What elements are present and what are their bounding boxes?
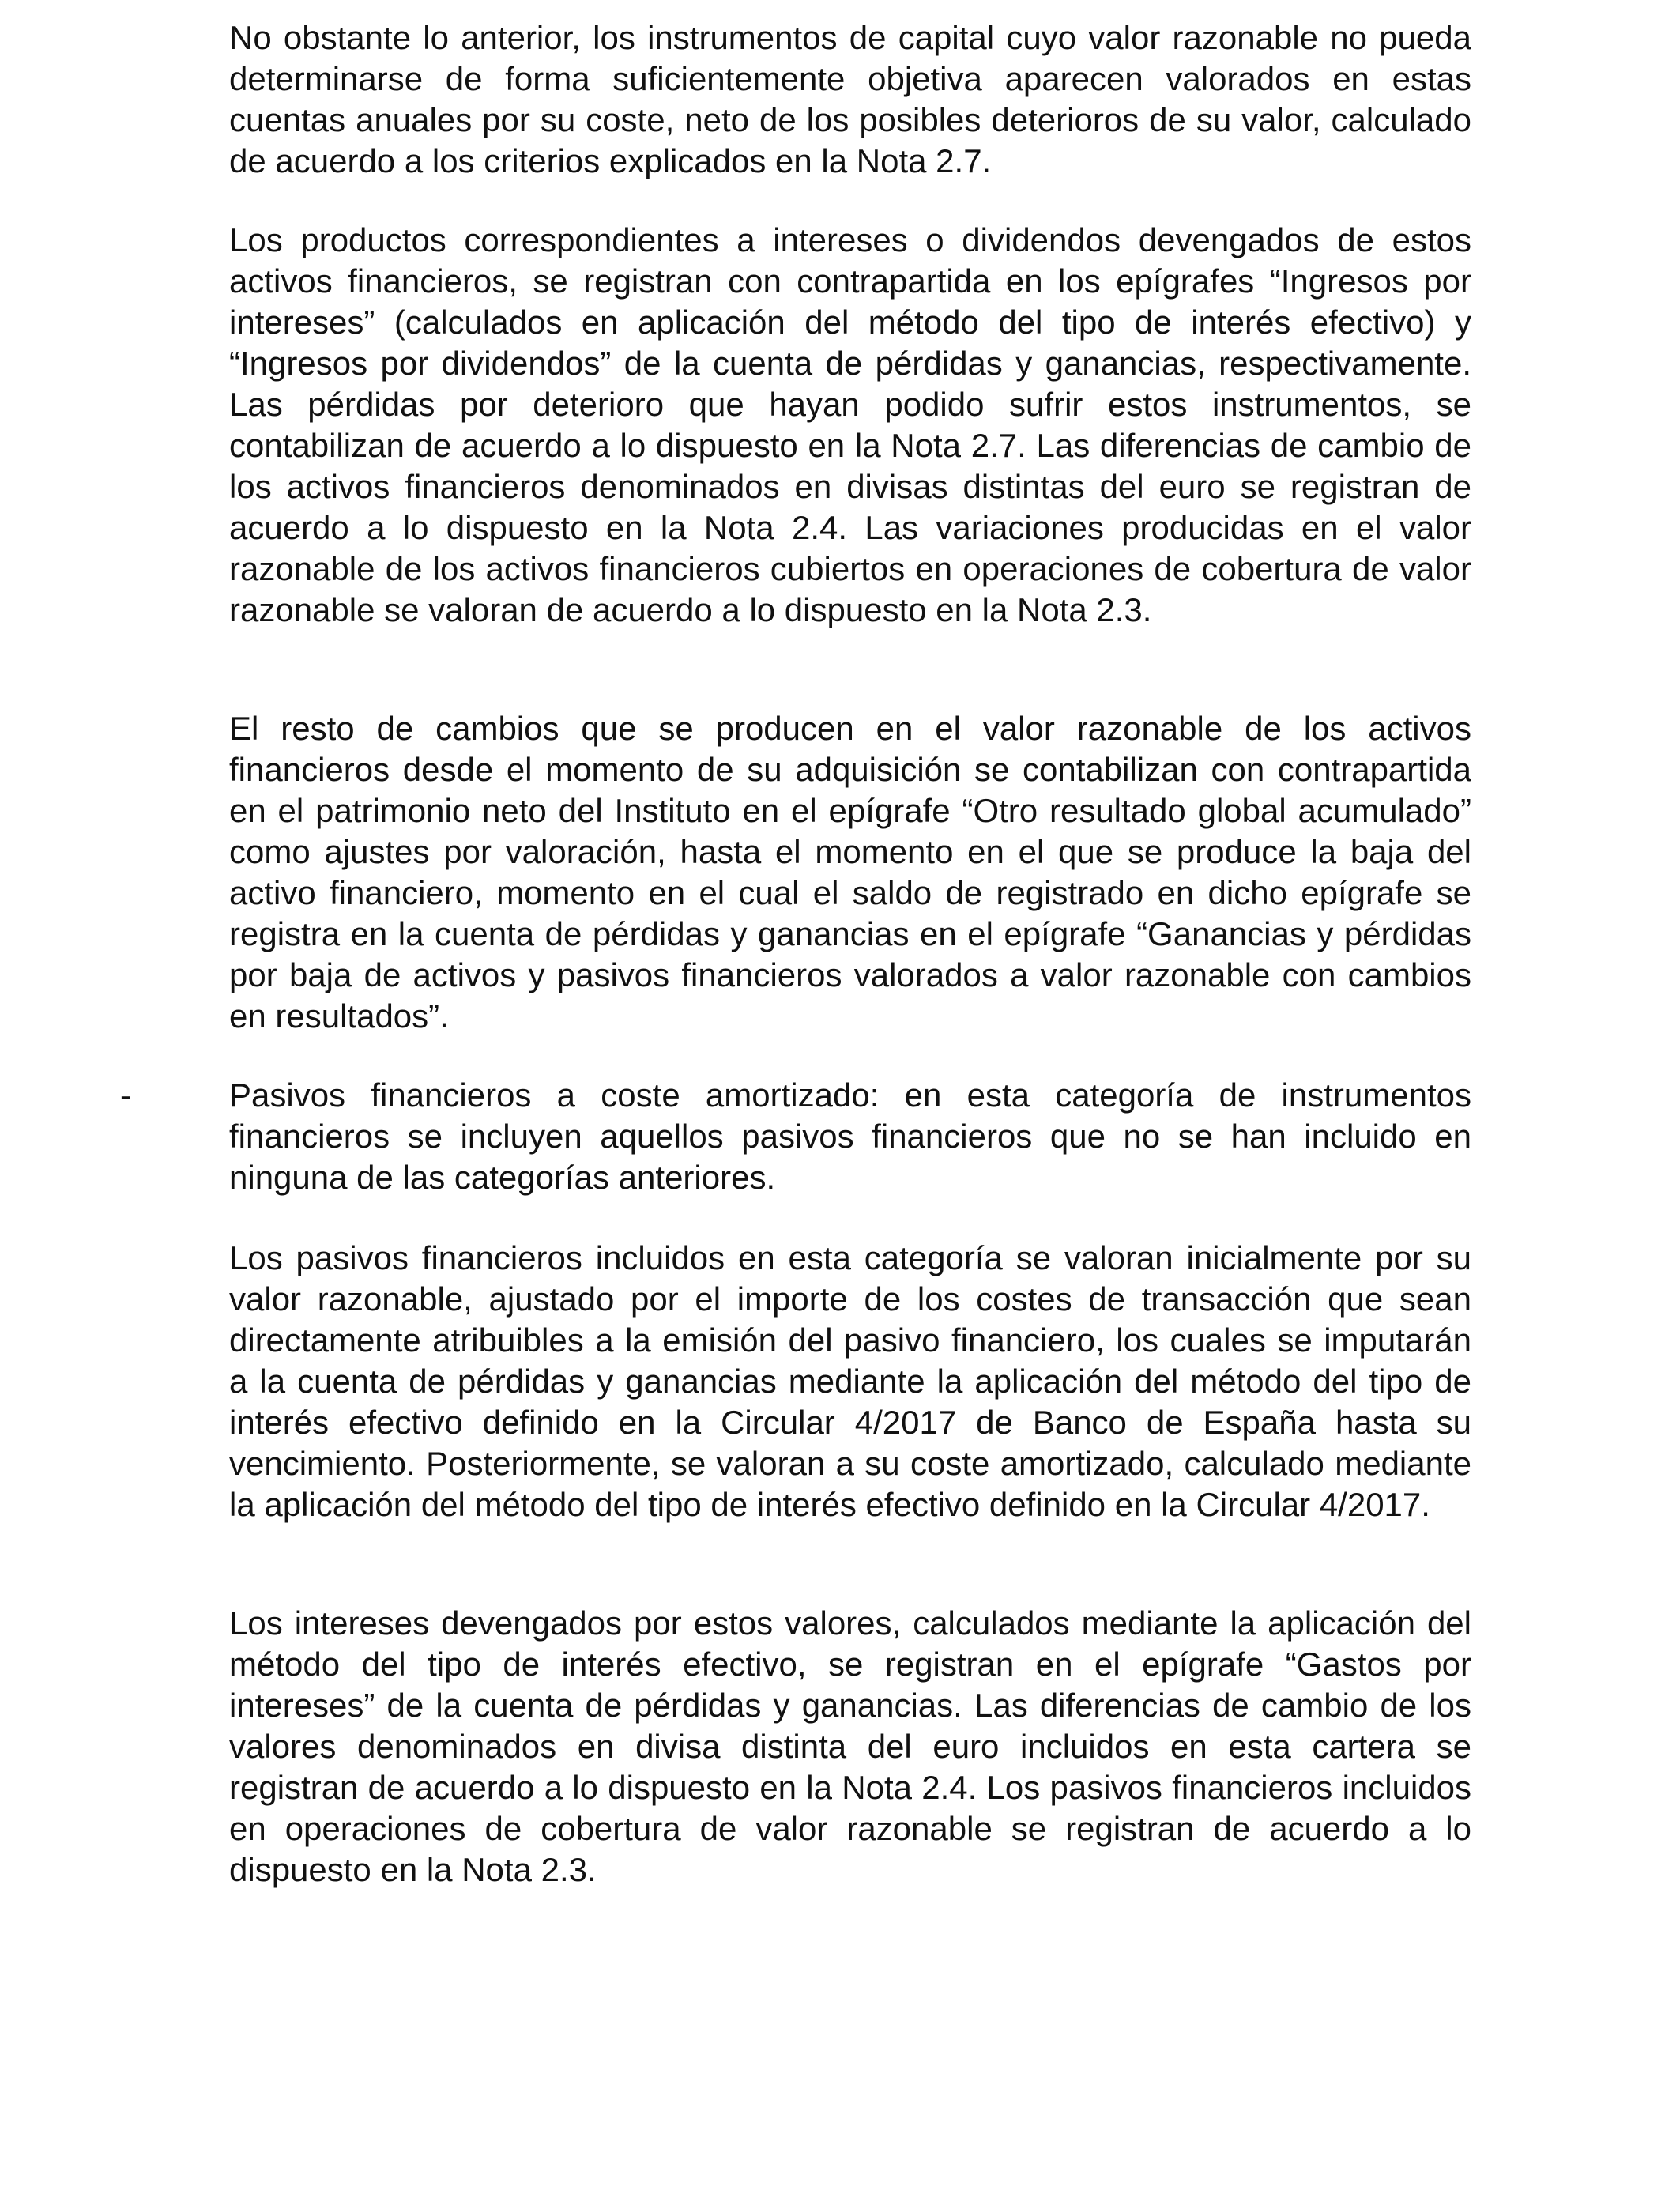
paragraph-accrued-interest-liabilities: Los intereses devengados por estos valores, calculados mediante la aplicación del método del tipo de interés efectivo, se registran en el epígrafe “Gastos por intereses” de la cuenta de pérdidas y ganancias. Las diferencias de cambio de los valores denominados en divisa distinta del euro incluidos en esta cartera se registran de acuerdo a lo dispuesto en la Nota 2.4. Los pasivos financieros incluidos en operaciones de cobertura de valor razonable se registran de acuerdo a lo dispuesto en la Nota 2.3. <box>229 1604 1471 1888</box>
list-item-amortized-cost-liabilities: Pasivos financieros a coste amortizado: en esta categoría de instrumentos financieros se incluyen aquellos pasivos financieros que no se han incluido en ninguna de las categorías anteriores. <box>229 1076 1471 1196</box>
paragraph-fair-value-changes: El resto de cambios que se producen en el valor razonable de los activos financieros desde el momento de su adquisición se contabilizan con contrapartida en el patrimonio neto del Instituto en el epígrafe “Otro resultado global acumulado” como ajustes por valoración, hasta el momento en el que se produce la baja del activo financiero, momento en el cual el saldo de registrado en dicho epígrafe se registra en la cuenta de pérdidas y ganancias en el epígrafe “Ganancias y pérdidas por baja de activos y pasivos financieros valorados a valor razonable con cambios en resultados”. <box>229 710 1471 1035</box>
paragraph-capital-instruments-valuation: No obstante lo anterior, los instrumentos de capital cuyo valor razonable no pueda determinarse de forma suficientemente objetiva aparecen valorados en estas cuentas anuales por su coste, neto de los posibles deterioros de su valor, calculado de acuerdo a los criterios explicados en la Nota 2.7. <box>229 19 1471 179</box>
list-bullet-dash: - <box>120 1076 131 1114</box>
paragraph-interest-dividends-income: Los productos correspondientes a intereses o dividendos devengados de estos activos financieros, se registran con contrapartida en los epígrafes “Ingresos por intereses” (calculados en aplicación del método del tipo de interés efectivo) y “Ingresos por dividendos” de la cuenta de pérdidas y ganancias, respectivamente. Las pérdidas por deterioro que hayan podido sufrir estos instrumentos, se contabilizan de acuerdo a lo dispuesto en la Nota 2.7. Las diferencias de cambio de los activos financieros denominados en divisas distintas del euro se registran de acuerdo a lo dispuesto en la Nota 2.4. Las variaciones producidas en el valor razonable de los activos financieros cubiertos en operaciones de cobertura de valor razonable se valoran de acuerdo a lo dispuesto en la Nota 2.3. <box>229 221 1471 628</box>
paragraph-liabilities-initial-valuation: Los pasivos financieros incluidos en esta categoría se valoran inicialmente por su valor razonable, ajustado por el importe de los costes de transacción que sean directamente atribuibles a la emisión del pasivo financiero, los cuales se imputarán a la cuenta de pérdidas y ganancias mediante la aplicación del método del tipo de interés efectivo definido en la Circular 4/2017 de Banco de España hasta su vencimiento. Posteriormente, se valoran a su coste amortizado, calculado mediante la aplicación del método del tipo de interés efectivo definido en la Circular 4/2017. <box>229 1239 1471 1523</box>
